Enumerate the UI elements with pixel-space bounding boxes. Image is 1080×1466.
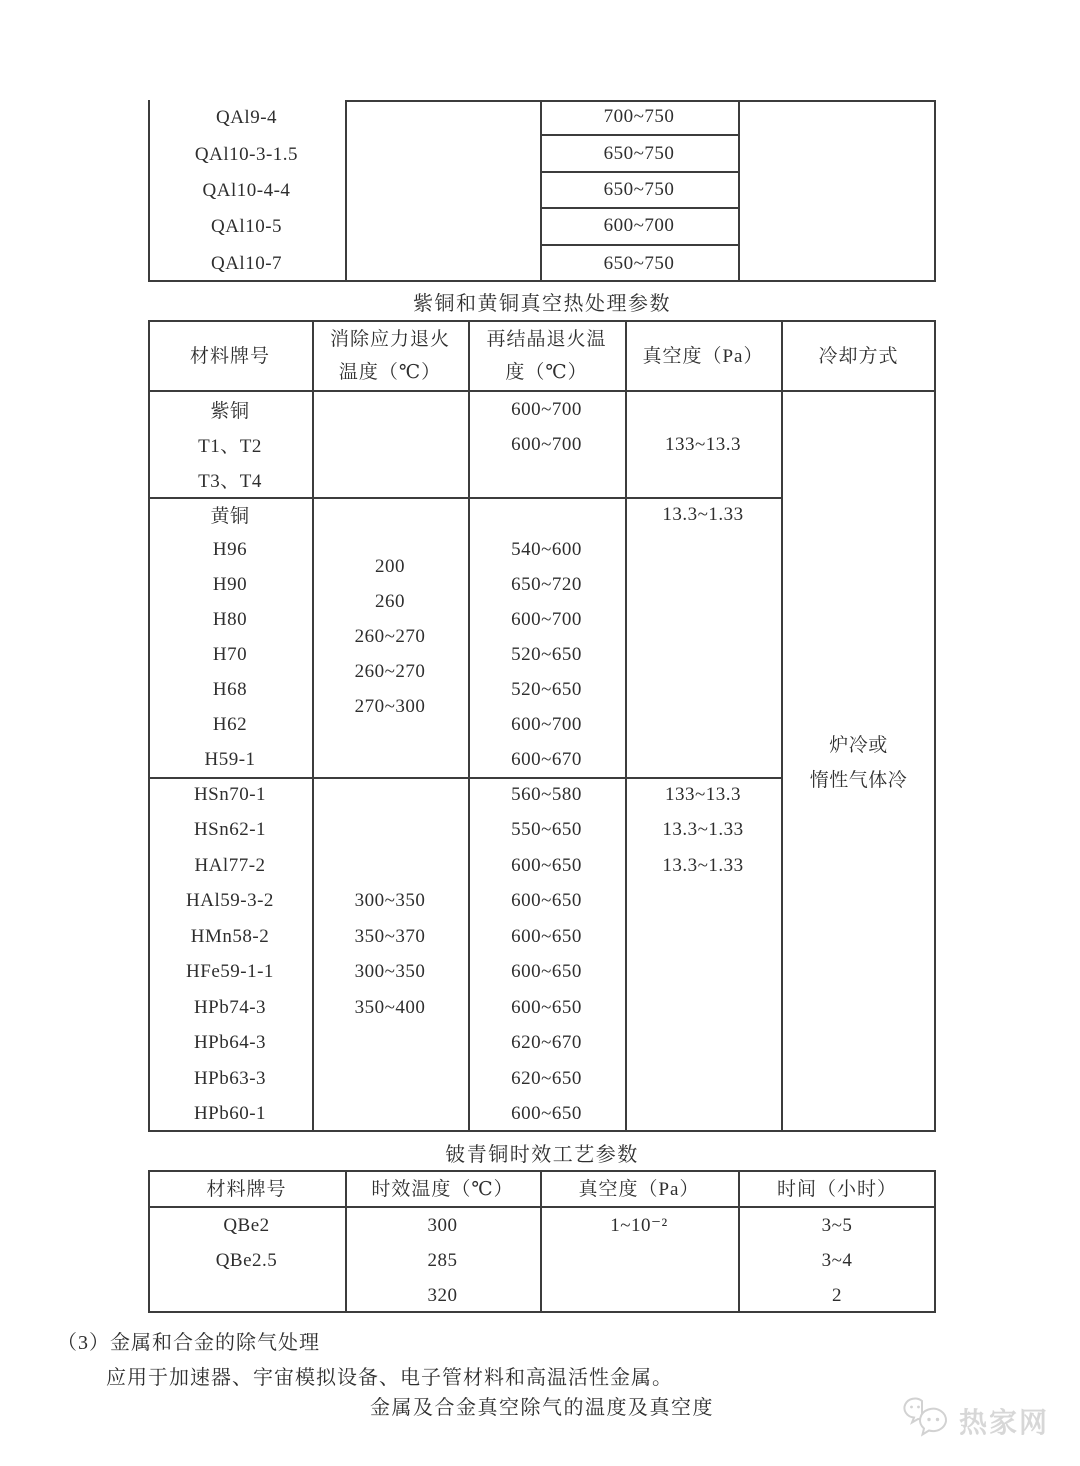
main-table-body [148,392,781,1132]
vacuum-degree [625,884,781,920]
recrystallization-temp: 600~670 [511,748,582,770]
recrystallization-temp: 560~580 [511,783,582,805]
recrystallization-temp: 600~700 [511,713,582,735]
material-grade: QAl10-5 [210,216,283,238]
stress-relief-temp: 270~300 [354,696,426,717]
recrystallization-temp: 650~720 [511,573,582,595]
fragment-grade-col [148,100,345,282]
table-column [625,777,781,1132]
chat-bubbles-icon [902,1396,954,1445]
stress-relief-temp [312,1061,468,1097]
table-border [345,100,347,282]
recrystallization-temp: 600~650 [511,961,582,983]
material-grade: T3、T4 [198,471,262,492]
aging-header-material [148,1170,345,1208]
table-border [738,100,740,282]
material-grade: 紫铜 [210,401,250,422]
material-grade: HPb63-3 [193,1067,267,1089]
vacuum-degree [540,1278,738,1313]
vacuum-degree [625,742,781,777]
recrystallization-temp [468,462,625,497]
header-label: 度（℃） [505,362,588,383]
recrystallization-temp: 620~670 [511,1032,582,1054]
recrystallization-temp [468,497,625,532]
time-hours: 3~5 [821,1214,853,1236]
header-stress-relief-temp [312,320,468,392]
aging-table [148,1170,936,1313]
header-label: 材料牌号 [206,1178,287,1200]
table-column [738,1208,936,1313]
table-column [312,392,468,497]
header-label: 材料牌号 [189,345,270,367]
table-column [468,392,625,497]
header-label: 再结晶退火温 [486,329,607,350]
material-grade: H70 [212,643,248,665]
material-grade: H68 [212,678,248,700]
stress-relief-temp: 200 [375,556,405,577]
table-column [540,1208,738,1313]
recrystallization-temp: 550~650 [511,819,582,841]
stress-relief-temp: 350~400 [354,996,426,1018]
aging-header-temp [345,1170,540,1208]
table-section-1 [148,392,781,497]
cooling-method-line: 炉冷或 [829,735,888,756]
recrystallization-temp: 600~650 [511,996,582,1018]
recrystallization-temp: 520~650 [511,678,582,700]
stress-relief-temp [312,813,468,849]
vacuum-degree [625,990,781,1026]
table1-caption: 紫铜和黄铜真空热处理参数 [413,293,671,315]
stress-relief-temp: 350~370 [354,925,426,947]
site-name: 热家网 [959,1407,1050,1439]
aging-temp: 285 [427,1249,458,1271]
material-grade: 黄铜 [210,506,250,527]
main-table [148,320,936,1132]
table-column [468,777,625,1132]
recrystallization-temp: 620~650 [511,1067,582,1089]
header-label: 真空度（Pa） [578,1178,700,1200]
header-label: 时间（小时） [776,1178,897,1200]
vacuum-degree [625,462,781,497]
vacuum-degree: 13.3~1.33 [662,503,744,525]
header-material-grade [148,320,312,392]
vacuum-degree [625,1061,781,1097]
material-grade: H90 [212,573,248,595]
vacuum-degree [540,1243,738,1278]
material-grade: HFe59-1-1 [186,961,274,983]
material-grade: QAl9-4 [215,107,278,129]
material-grade: HSn70-1 [193,783,267,805]
fragment-table [148,100,936,282]
table-section-3 [148,777,781,1132]
vacuum-degree [625,1097,781,1133]
recrystallization-temp: 600~650 [511,1103,582,1125]
time-hours: 2 [832,1284,842,1306]
vacuum-degree [625,567,781,602]
stress-relief-temp [312,1026,468,1062]
table-column [148,392,312,497]
aging-temp: 300 [427,1214,458,1236]
recrystallization-temp: 600~700 [540,209,738,245]
aging-temp: 320 [427,1284,458,1306]
vacuum-degree [625,637,781,672]
header-label: 时效温度（℃） [371,1178,514,1200]
recrystallization-temp: 520~650 [511,643,582,665]
aging-table-body [148,1208,936,1313]
header-cooling-method [781,320,936,392]
recrystallization-temp: 700~750 [540,100,738,136]
material-grade [148,1278,345,1313]
stress-relief-temp [312,1097,468,1133]
material-grade: H80 [212,608,248,630]
recrystallization-temp: 650~750 [540,136,738,172]
table-column [312,777,468,1132]
stress-relief-temp [312,392,468,427]
vacuum-degree [625,1026,781,1062]
aging-header-vacuum [540,1170,738,1208]
aging-header-time [738,1170,936,1208]
table-column [625,497,781,777]
table-column [148,777,312,1132]
table-column [625,392,781,497]
stress-relief-temp [312,462,468,497]
vacuum-degree [625,602,781,637]
material-grade: T1、T2 [198,436,262,457]
vacuum-degree [625,707,781,742]
vacuum-degree [625,919,781,955]
material-grade: H59-1 [204,748,256,770]
table-border [934,320,936,1132]
material-grade: H96 [212,538,248,560]
material-grade: HMn58-2 [190,925,270,947]
table-column [345,1208,540,1313]
material-grade: QBe2.5 [215,1249,278,1271]
recrystallization-temp: 600~650 [511,925,582,947]
fragment-temp-col [540,100,738,282]
material-grade: QAl10-7 [210,252,283,274]
material-grade: HPb60-1 [193,1103,267,1125]
footer-item3: （3）金属和合金的除气处理 [57,1332,320,1354]
header-recrystallization-temp [468,320,625,392]
cooling-method-cell [783,392,934,1130]
header-label: 真空度（Pa） [642,345,764,367]
material-grade: QBe2 [223,1214,270,1236]
material-grade: HAl59-3-2 [186,890,274,912]
table-section-2 [148,497,781,777]
stress-relief-temp [312,427,468,462]
stress-relief-temp: 300~350 [354,961,426,983]
table-column [312,497,468,777]
stress-relief-temp: 260~270 [354,626,426,647]
table-column [148,497,312,777]
time-hours: 3~4 [821,1249,853,1271]
recrystallization-temp: 600~650 [511,854,582,876]
cooling-method-line: 惰性气体冷 [809,770,908,791]
header-vacuum-degree [625,320,781,392]
header-label: 温度（℃） [338,362,442,383]
stress-relief-temp: 260~270 [354,661,426,682]
table2-caption: 铍青铜时效工艺参数 [445,1144,639,1166]
recrystallization-temp: 600~700 [511,433,582,455]
table3-caption: 金属及合金真空除气的温度及真空度 [370,1397,714,1419]
material-grade: H62 [212,713,248,735]
header-label: 冷却方式 [818,345,899,367]
material-grade: HSn62-1 [193,819,267,841]
vacuum-degree: 13.3~1.33 [662,819,744,841]
recrystallization-temp: 600~700 [511,398,582,420]
stress-relief-temp [312,848,468,884]
vacuum-degree: 1~10⁻² [610,1215,668,1236]
stress-relief-temp [312,777,468,813]
recrystallization-temp: 540~600 [511,538,582,560]
material-grade: HPb74-3 [193,996,267,1018]
stress-relief-temp: 300~350 [354,890,426,912]
vacuum-degree [625,532,781,567]
stress-relief-temp: 260 [375,591,405,612]
vacuum-degree: 133~13.3 [664,783,742,805]
recrystallization-temp: 600~650 [511,890,582,912]
recrystallization-temp: 650~750 [603,252,675,274]
recrystallization-temp: 650~750 [540,173,738,209]
site-watermark [902,1396,1049,1445]
material-grade: HAl77-2 [194,854,266,876]
table-column [148,1208,345,1313]
footer-item3-description: 应用于加速器、宇宙模拟设备、电子管材料和高温活性金属。 [106,1367,673,1389]
vacuum-degree [625,392,781,427]
vacuum-degree: 133~13.3 [664,433,742,455]
vacuum-degree: 13.3~1.33 [662,854,744,876]
material-grade: HPb64-3 [193,1032,267,1054]
vacuum-degree [625,955,781,991]
recrystallization-temp: 600~700 [511,608,582,630]
material-grade: QAl10-3-1.5 [194,143,299,165]
table-border [934,100,936,282]
header-label: 消除应力退火 [329,329,450,350]
material-grade: QAl10-4-4 [202,179,291,201]
table-column [468,497,625,777]
vacuum-degree [625,672,781,707]
